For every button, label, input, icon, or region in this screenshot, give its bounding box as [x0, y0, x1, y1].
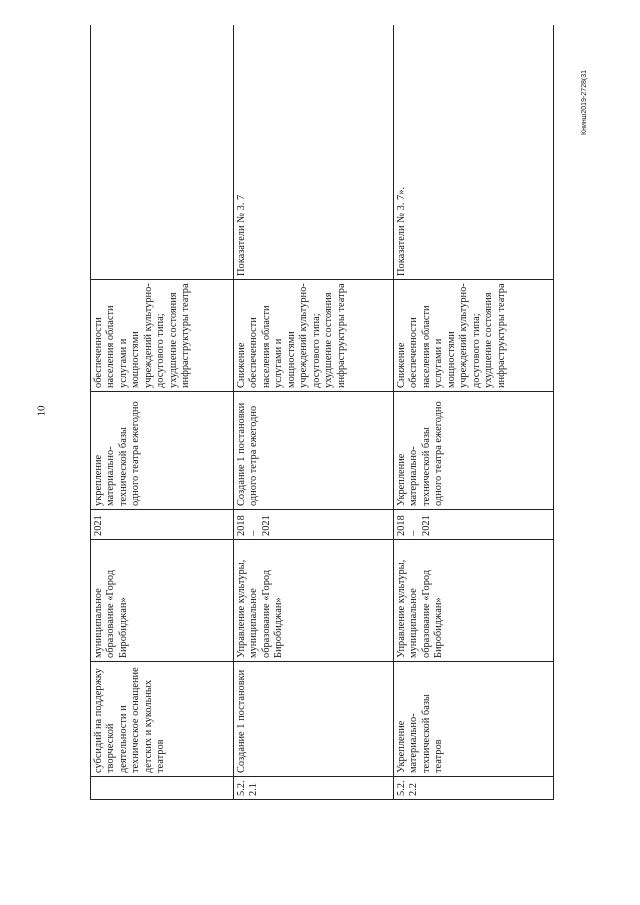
measures-table: [90, 25, 554, 800]
cell-number: 5.2.2.1: [234, 777, 394, 800]
cell-executor: муниципальное образование «Город Биробиджан»: [91, 540, 234, 662]
cell-result: укрепление материально-технической базы одного театра ежегодно: [91, 392, 234, 510]
cell-risk: обеспеченности населения области услугами и мощностями учреждений культурно-досугового типа; ухудшение состояния инфраструктуры театра: [91, 280, 234, 392]
cell-risk: Снижение обеспеченности населения области услугами и мощностями учреждений культурно-досугового типа; ухудшение состояния инфраструктуры театра: [394, 280, 554, 392]
cell-executor: Управление культуры, муниципальное образование «Город Биробиджан»: [394, 540, 554, 662]
cell-result: Укрепление материально-технической базы одного театра ежегодно: [394, 392, 554, 510]
rotated-table: [90, 25, 555, 800]
cell-years: 2021: [91, 510, 234, 540]
table-row: [234, 25, 394, 800]
cell-years: 2018 – 2021: [394, 510, 554, 540]
cell-executor: Управление культуры, муниципальное образование «Город Биробиджан»: [234, 540, 394, 662]
cell-indicator: [91, 25, 234, 280]
cell-measure-name: субсидий на поддержку творческой деятельности и техническое оснащение детских и кукольных театров: [91, 662, 234, 777]
document-code: Книнш2019-2728(31: [581, 70, 588, 135]
cell-indicator: Показатели № 3. 7: [234, 25, 394, 280]
cell-number: 5.2.2.2: [394, 777, 554, 800]
cell-risk: Снижение обеспеченности населения области услугами и мощностями учреждений культурно-досугового типа; ухудшение состояния инфраструктуры театра: [234, 280, 394, 392]
cell-indicator: Показатели № 3. 7».: [394, 25, 554, 280]
cell-result: Создание 1 постановки одного тетра ежегодно: [234, 392, 394, 510]
table-row: [394, 25, 554, 800]
cell-years: 2018 – 2021: [234, 510, 394, 540]
cell-measure-name: Укрепление материально-технической базы театров: [394, 662, 554, 777]
cell-number: [91, 777, 234, 800]
page-number: 10: [35, 405, 48, 417]
table-row: [91, 25, 234, 800]
table-container: [90, 25, 555, 800]
cell-measure-name: Создание 1 постановки: [234, 662, 394, 777]
